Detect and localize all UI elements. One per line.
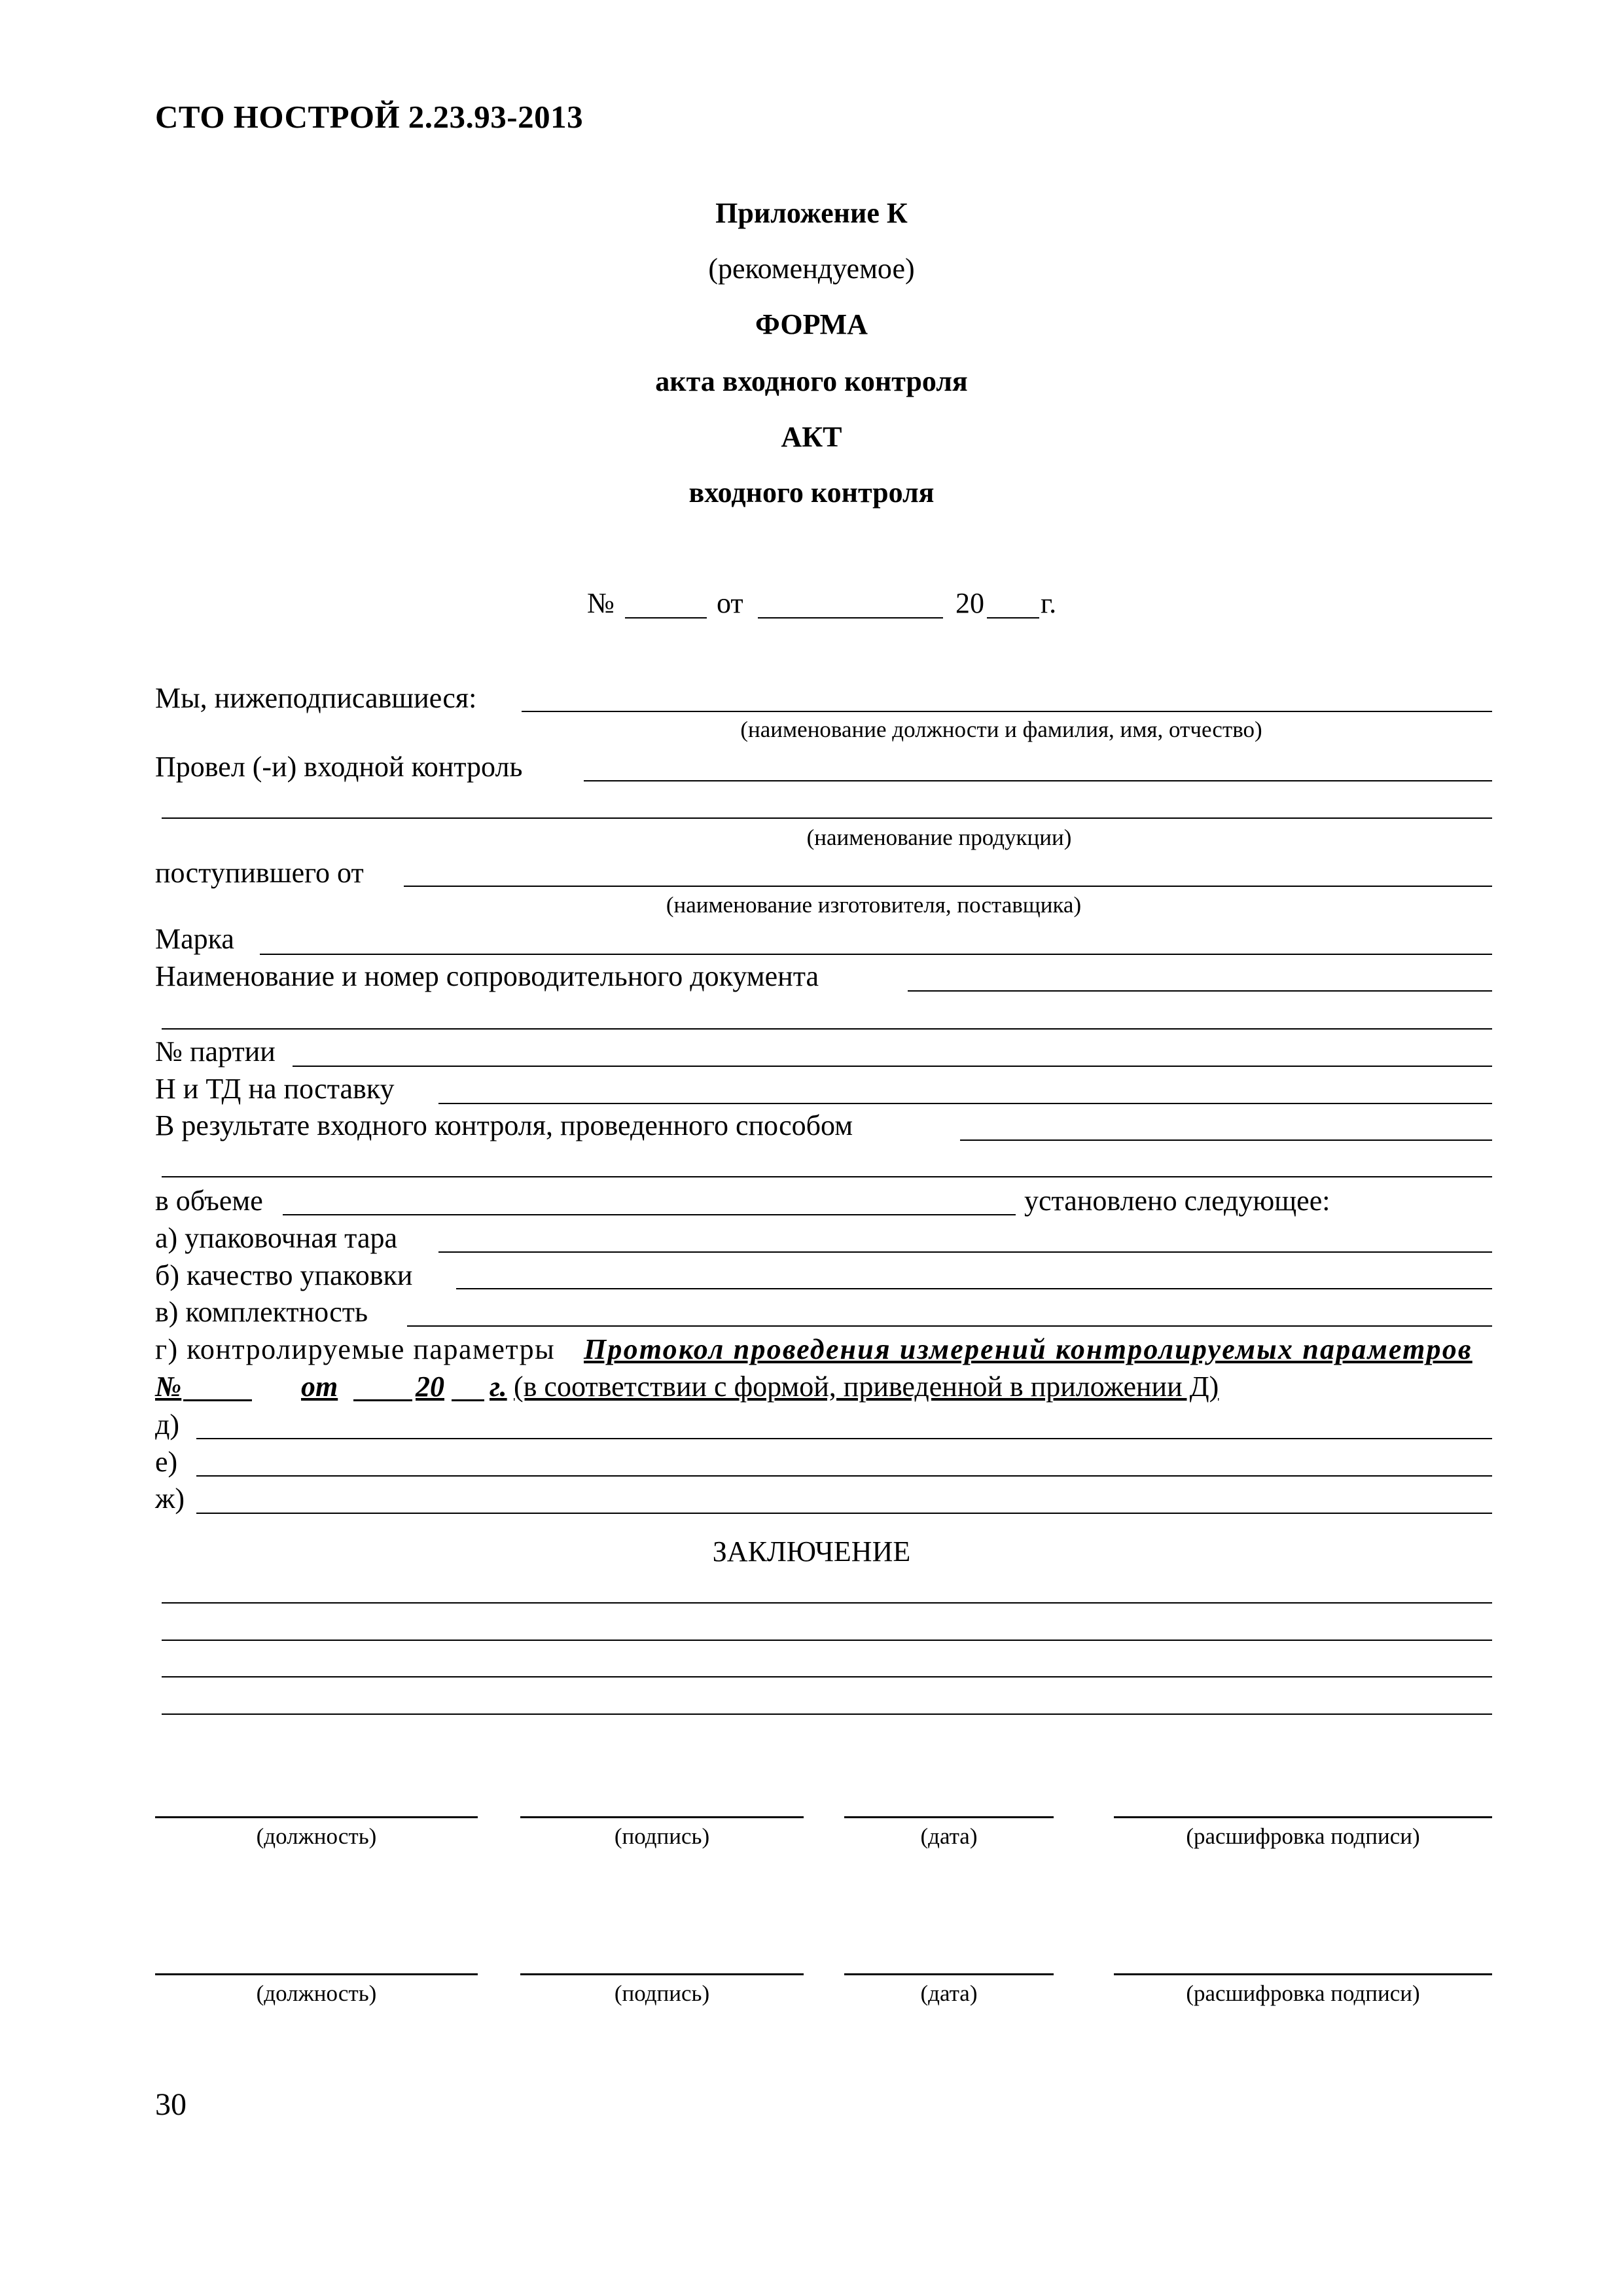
item-g-protocol-number: № — [155, 1371, 182, 1403]
conclusion-line-2[interactable] — [162, 1640, 1492, 1641]
signature-1-decoding-field[interactable] — [1114, 1816, 1492, 1818]
regulatory-docs-label: Н и ТД на поставку — [155, 1073, 395, 1105]
item-v-field[interactable] — [407, 1325, 1492, 1327]
brand-label: Марка — [155, 923, 234, 955]
volume-label: в объеме — [155, 1185, 263, 1217]
signature-2-signature-field[interactable] — [520, 1973, 804, 1975]
accompanying-document-field[interactable] — [908, 990, 1492, 992]
signature-2-decoding-field[interactable] — [1114, 1973, 1492, 1975]
item-d-field[interactable] — [196, 1438, 1492, 1439]
act-year-suffix: г. — [1041, 587, 1057, 619]
item-g-label: г) контролируемые параметры — [155, 1333, 556, 1365]
item-a-field[interactable] — [438, 1251, 1492, 1253]
product-caption: (наименование продукции) — [806, 825, 1072, 850]
item-g-protocol-g: г. — [490, 1371, 507, 1403]
control-method-field[interactable] — [960, 1139, 1492, 1141]
received-from-label: поступившего от — [155, 857, 364, 889]
signature-1-signature-field[interactable] — [520, 1816, 804, 1818]
signature-1-position-caption: (должность) — [256, 1823, 377, 1849]
item-b-field[interactable] — [456, 1288, 1492, 1289]
form-subtitle: акта входного контроля — [655, 365, 968, 397]
conclusion-title: ЗАКЛЮЧЕНИЕ — [712, 1535, 911, 1568]
item-zh-label: ж) — [155, 1482, 185, 1515]
signatories-field[interactable] — [522, 711, 1492, 712]
signatories-caption: (наименование должности и фамилия, имя, отчество) — [740, 717, 1262, 742]
act-date-from: от — [717, 587, 743, 619]
item-g-reference: (в соответствии с формой, приведенной в приложении Д) — [514, 1371, 1219, 1403]
conclusion-line-4[interactable] — [162, 1713, 1492, 1715]
item-g-protocol-year: 20 — [416, 1371, 444, 1403]
signature-2-date-field[interactable] — [844, 1973, 1054, 1975]
inspector-label: Провел (-и) входной контроль — [155, 751, 523, 783]
signatories-label: Мы, нижеподписавшиеся: — [155, 682, 477, 714]
signature-1-signature-caption: (подпись) — [614, 1823, 710, 1849]
item-a-label: а) упаковочная тара — [155, 1222, 398, 1254]
signature-2-position-field[interactable] — [155, 1973, 478, 1975]
supplier-caption: (наименование изготовителя, поставщика) — [666, 892, 1082, 918]
item-b-label: б) качество упаковки — [155, 1259, 413, 1291]
item-g-date-field[interactable] — [353, 1399, 412, 1401]
act-subtitle: входного контроля — [688, 476, 935, 509]
item-g-year-field[interactable] — [452, 1399, 484, 1401]
accompanying-document-field-cont[interactable] — [162, 1028, 1492, 1030]
act-date-field[interactable] — [758, 617, 943, 619]
item-g-protocol-from: от — [301, 1371, 338, 1403]
item-e-label: е) — [155, 1446, 178, 1478]
page-number: 30 — [155, 2087, 187, 2122]
signature-2-decoding-caption: (расшифровка подписи) — [1186, 1981, 1420, 2006]
signature-1-position-field[interactable] — [155, 1816, 478, 1818]
act-year-field[interactable] — [987, 617, 1039, 619]
act-number-field[interactable] — [625, 617, 707, 619]
signature-1-date-field[interactable] — [844, 1816, 1054, 1818]
act-year-prefix: 20 — [955, 587, 984, 619]
batch-label: № партии — [155, 1035, 276, 1067]
item-zh-field[interactable] — [196, 1513, 1492, 1514]
established-label: установлено следующее: — [1024, 1185, 1330, 1217]
item-e-field[interactable] — [196, 1475, 1492, 1477]
item-g-number-field[interactable] — [183, 1399, 252, 1401]
item-d-label: д) — [155, 1408, 180, 1441]
document-code: СТО НОСТРОЙ 2.23.93-2013 — [155, 99, 584, 135]
signature-1-date-caption: (дата) — [920, 1823, 978, 1849]
appendix-status: (рекомендуемое) — [708, 253, 915, 285]
brand-field[interactable] — [260, 954, 1492, 955]
form-title: ФОРМА — [755, 308, 868, 340]
act-title: АКТ — [781, 421, 842, 453]
product-field-cont[interactable] — [162, 817, 1492, 819]
accompanying-document-label: Наименование и номер сопроводительного документа — [155, 960, 819, 992]
conclusion-line-3[interactable] — [162, 1676, 1492, 1677]
batch-field[interactable] — [293, 1066, 1492, 1067]
signature-2-date-caption: (дата) — [920, 1981, 978, 2006]
product-field[interactable] — [584, 780, 1492, 781]
supplier-field[interactable] — [404, 886, 1492, 887]
item-v-label: в) комплектность — [155, 1296, 368, 1328]
item-g-protocol: Протокол проведения измерений контролируемых параметров — [584, 1333, 1472, 1365]
conclusion-line-1[interactable] — [162, 1602, 1492, 1604]
control-method-label: В результате входного контроля, проведенного способом — [155, 1109, 853, 1141]
appendix-title: Приложение К — [715, 197, 908, 229]
signature-2-position-caption: (должность) — [256, 1981, 377, 2006]
regulatory-docs-field[interactable] — [438, 1103, 1492, 1104]
signature-2-signature-caption: (подпись) — [614, 1981, 710, 2006]
act-number-sign: № — [587, 587, 615, 619]
volume-field[interactable] — [283, 1214, 1016, 1215]
control-method-field-cont[interactable] — [162, 1176, 1492, 1177]
signature-1-decoding-caption: (расшифровка подписи) — [1186, 1823, 1420, 1849]
